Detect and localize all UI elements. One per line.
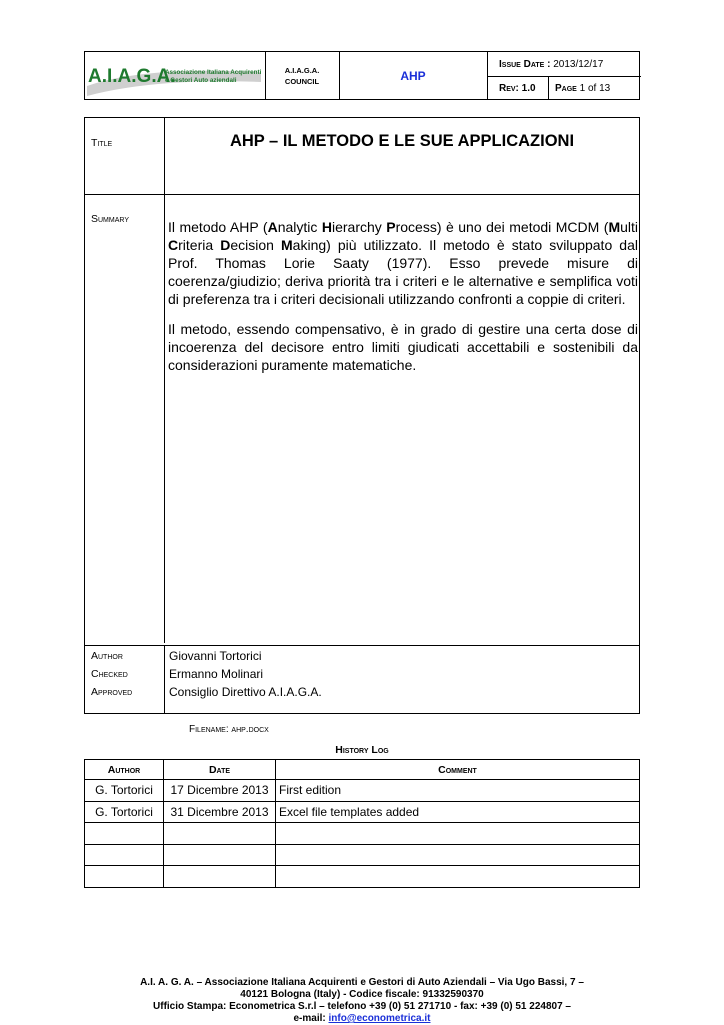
rev-label: Rev: <box>499 82 519 94</box>
author-value: Giovanni Tortorici <box>169 649 262 663</box>
cell-author <box>85 866 164 888</box>
footer-line-2: 40121 Bologna (Italy) - Codice fiscale: 91332590370 <box>240 989 484 1000</box>
footer-line-3: Ufficio Stampa: Econometrica S.r.l – telefono +39 (0) 51 271710 - fax: +39 (0) 51 224807 – <box>153 1001 571 1012</box>
document-title: AHP – IL METODO E LE SUE APPLICAZIONI <box>229 132 575 150</box>
summary-paragraph-2: Il metodo, essendo compensativo, è in grado di gestire una certa dose di incoerenza del decisore entro limiti giudicati accettabili e sostenibili da considerazioni puramente matematiche. <box>168 321 638 373</box>
cell-date <box>164 866 276 888</box>
issue-date-row <box>487 52 641 77</box>
page-cell <box>549 83 610 94</box>
meta-cell <box>487 52 641 99</box>
table-row <box>85 844 640 866</box>
cell-comment <box>276 866 640 888</box>
table-row <box>85 780 640 802</box>
table-row <box>85 866 640 888</box>
col-author-header: Author <box>85 760 164 780</box>
history-log-title: History Log <box>335 744 389 756</box>
rev-value: 1.0 <box>521 82 536 94</box>
table-row <box>85 801 640 823</box>
email-label: e-mail: <box>293 1013 326 1024</box>
doc-code: AHP <box>339 52 488 99</box>
issue-date-label: Issue Date : <box>499 58 551 70</box>
cell-author: G. Tortorici <box>85 801 164 823</box>
summary-text <box>168 218 638 386</box>
cell-date <box>164 844 276 866</box>
document-frame <box>84 117 640 714</box>
cell-comment: First edition <box>276 780 640 802</box>
checked-label: Checked <box>91 668 128 680</box>
filename: Filename: ahp.docx <box>189 724 269 735</box>
cell-author <box>85 823 164 845</box>
council-cell <box>265 52 340 99</box>
table-row <box>85 823 640 845</box>
rev-cell <box>487 76 549 100</box>
table-header-row <box>85 760 640 780</box>
cell-date: 17 Dicembre 2013 <box>164 780 276 802</box>
council-line-2: COUNCIL <box>284 76 320 86</box>
council-line-1: A.I.A.G.A. <box>284 65 320 75</box>
logo-cell <box>85 52 266 99</box>
svg-text:A.I.A.G.A.: A.I.A.G.A. <box>88 66 176 87</box>
summary-label: Summary <box>91 213 129 225</box>
approved-label: Approved <box>91 686 133 698</box>
col-date-header: Date <box>164 760 276 780</box>
page-value: 1 of 13 <box>579 82 611 94</box>
history-table <box>84 759 640 888</box>
cell-comment: Excel file templates added <box>276 801 640 823</box>
author-label: Author <box>91 650 123 662</box>
footer-line-1: A.I. A. G. A. – Associazione Italiana Acquirenti e Gestori di Auto Aziendali – Via Ugo Bassi, 7 – <box>140 977 584 988</box>
email-link[interactable]: info@econometrica.it <box>328 1013 431 1024</box>
title-label: Title <box>91 137 113 149</box>
col-comment-header: Comment <box>276 760 640 780</box>
page-label: Page <box>555 82 577 94</box>
cell-author: G. Tortorici <box>85 780 164 802</box>
cell-author <box>85 844 164 866</box>
aiaga-logo <box>85 52 263 99</box>
svg-text:Associazione Italiana Acquiren: Associazione Italiana Acquirenti <box>165 69 262 76</box>
cell-date <box>164 823 276 845</box>
issue-date: 2013/12/17 <box>553 58 604 70</box>
cell-comment <box>276 823 640 845</box>
rev-page-row <box>487 76 641 100</box>
document-header <box>84 51 640 100</box>
footer-line-4 <box>0 1013 724 1025</box>
cell-comment <box>276 844 640 866</box>
footer <box>0 977 724 1025</box>
checked-value: Ermanno Molinari <box>169 667 264 681</box>
cell-date: 31 Dicembre 2013 <box>164 801 276 823</box>
svg-text:e Gestori Auto aziendali: e Gestori Auto aziendali <box>165 77 237 84</box>
approved-value: Consiglio Direttivo A.I.A.G.A. <box>169 685 322 699</box>
summary-paragraph-1: Il metodo AHP (Analytic Hierarchy Process) è uno dei metodi MCDM (Multi Criteria Decision Making) più utilizzato. Il metodo è stato sviluppato dal Prof. Thomas Lorie Saaty (1977). Esso prevede misure di coerenza/giudizio; deriva priorità tra i criteri e le alternative e semplifica voti di preferenza tra i criteri decisionali utilizzando confronti a coppie di criteri. <box>168 219 639 307</box>
